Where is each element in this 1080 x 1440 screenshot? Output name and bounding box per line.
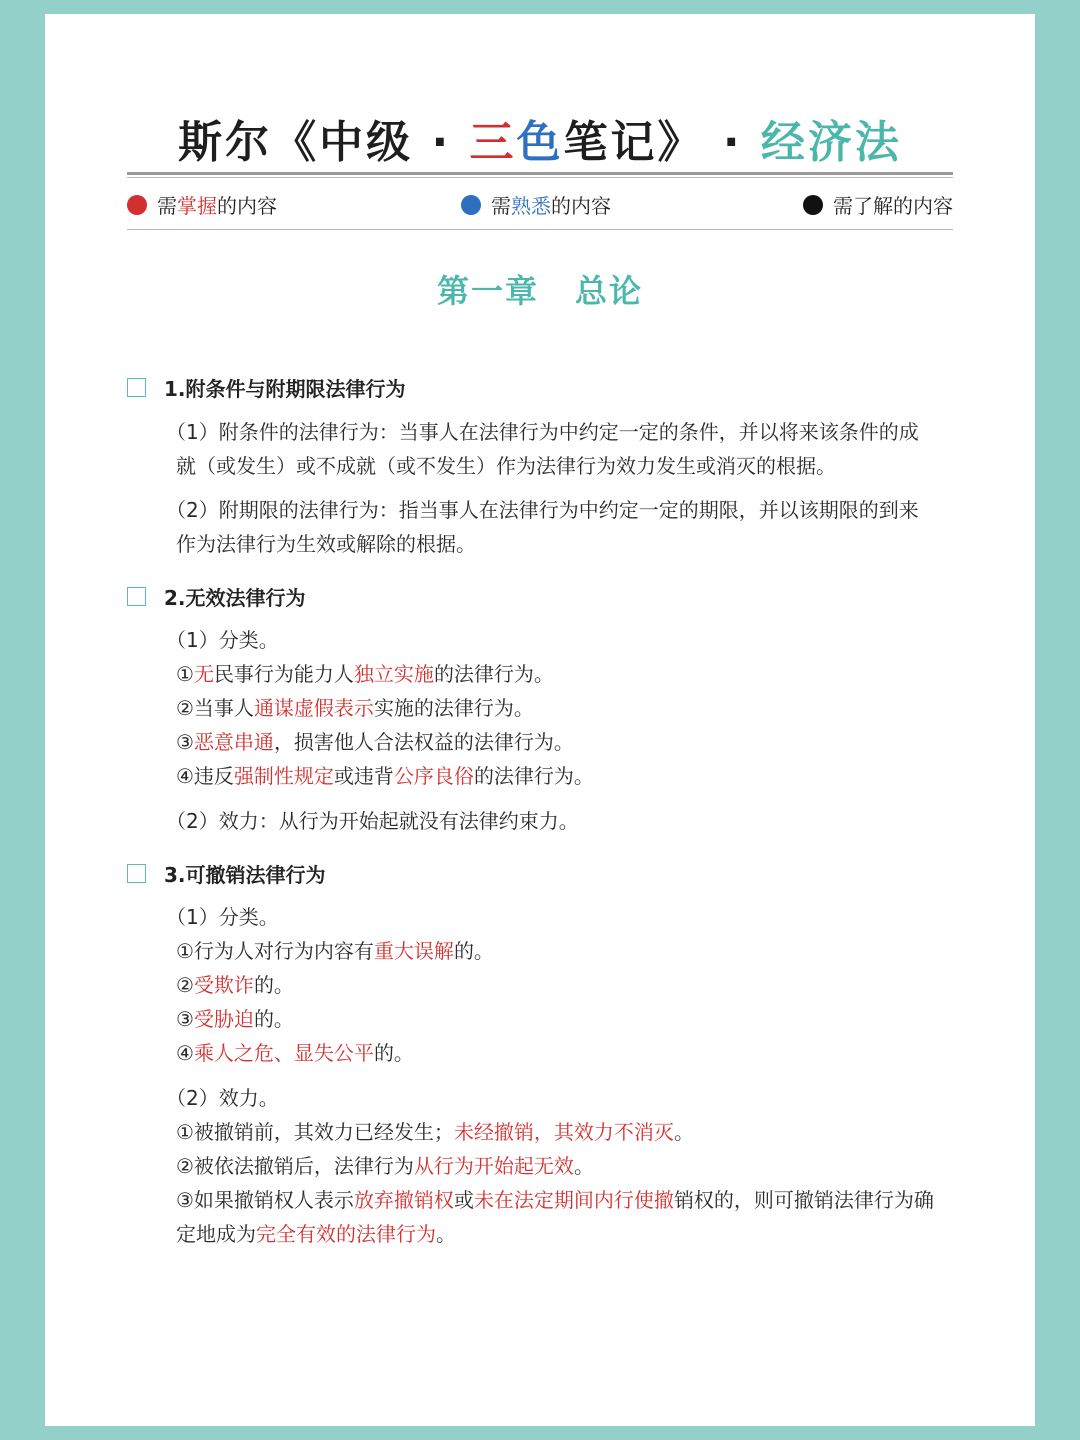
body-text: ③ xyxy=(176,1007,194,1031)
title-subject: 经济法 xyxy=(760,117,902,168)
red-dot-icon xyxy=(127,195,147,215)
body-text: （2）效力：从行为开始起就没有法律约束力。 xyxy=(166,809,579,833)
legend-text: 的内容 xyxy=(551,194,611,218)
legend-text: 需 xyxy=(833,194,853,218)
note-line xyxy=(166,808,579,834)
key-point-text: 无 xyxy=(193,662,214,686)
body-text: 就（或发生）或不成就（或不发生）作为法律行为效力发生或消灭的根据。 xyxy=(176,454,836,478)
key-point-text: 公序良俗 xyxy=(393,764,474,788)
body-text: 的。 xyxy=(373,1041,414,1065)
section-heading xyxy=(127,373,406,402)
note-line xyxy=(176,1040,414,1066)
note-line xyxy=(176,453,836,479)
color-legend xyxy=(127,190,953,220)
section-heading-text: 2.无效法律行为 xyxy=(164,586,306,610)
body-text: 。 xyxy=(436,1222,456,1246)
note-line xyxy=(176,1006,294,1032)
key-point-text: 通谋虚假表示 xyxy=(253,696,374,720)
key-point-text: 受欺诈 xyxy=(193,973,254,997)
body-text: （2）效力。 xyxy=(166,1086,279,1110)
key-point-text: 完全有效的法律行为 xyxy=(256,1222,436,1246)
body-text: ① xyxy=(176,662,194,686)
body-text: （1）分类。 xyxy=(166,905,279,929)
note-line xyxy=(166,904,279,930)
body-text: 定地成为 xyxy=(176,1222,256,1246)
body-text: ④ xyxy=(176,1041,194,1065)
title-prefix: 斯尔《中级 · xyxy=(178,117,470,168)
title-mid: 笔记》 · xyxy=(563,117,761,168)
body-text: 的。 xyxy=(253,973,294,997)
note-line xyxy=(176,661,554,687)
note-line xyxy=(176,763,594,789)
note-line xyxy=(176,1187,934,1213)
black-dot-icon xyxy=(803,195,823,215)
body-text: 民事行为能力人 xyxy=(213,662,354,686)
key-point-text: 从行为开始起无效 xyxy=(413,1154,574,1178)
body-text: ③ xyxy=(176,730,194,754)
key-point-text: 强制性规定 xyxy=(233,764,334,788)
body-text: 或 xyxy=(453,1188,474,1212)
body-text: 作为法律行为生效或解除的根据。 xyxy=(176,532,476,556)
legend-text: 需 xyxy=(491,194,511,218)
chapter-number: 第一章 xyxy=(436,272,539,310)
note-line xyxy=(176,1119,694,1145)
body-text: ② xyxy=(176,973,194,997)
key-point-text: 乘人之危、显失公平 xyxy=(193,1041,374,1065)
body-text: 的。 xyxy=(453,939,494,963)
note-line xyxy=(176,1153,594,1179)
note-line xyxy=(176,938,494,964)
section-heading-text: 1.附条件与附期限法律行为 xyxy=(164,377,406,401)
body-text: 。 xyxy=(573,1154,594,1178)
body-text: 或违背 xyxy=(333,764,394,788)
note-line xyxy=(166,1085,279,1111)
section-heading-text: 3.可撤销法律行为 xyxy=(164,863,326,887)
section-heading xyxy=(127,582,306,611)
body-text: ②被依法撤销后，法律行为 xyxy=(176,1154,414,1178)
checkbox-icon[interactable] xyxy=(127,587,146,606)
legend-text: 的内容 xyxy=(217,194,277,218)
body-text: （1）附条件的法律行为：当事人在法律行为中约定一定的条件，并以将来该条件的成 xyxy=(166,420,919,444)
body-text: 实施的法律行为。 xyxy=(373,696,534,720)
legend-item-familiar xyxy=(461,190,611,219)
section-heading xyxy=(127,859,326,888)
note-line xyxy=(176,531,476,557)
body-text: 的法律行为。 xyxy=(433,662,554,686)
key-point-text: 受胁迫 xyxy=(193,1007,254,1031)
note-line xyxy=(176,1221,456,1247)
chapter-title xyxy=(45,266,1035,312)
body-text: （2）附期限的法律行为：指当事人在法律行为中约定一定的期限，并以该期限的到来 xyxy=(166,498,919,522)
note-line xyxy=(166,627,279,653)
body-text: 。 xyxy=(673,1120,694,1144)
body-text: ③如果撤销权人表示 xyxy=(176,1188,354,1212)
blue-dot-icon xyxy=(461,195,481,215)
legend-highlight: 掌握 xyxy=(177,194,217,218)
title-divider xyxy=(127,172,953,178)
note-line xyxy=(176,972,294,998)
title-blue-char: 色 xyxy=(516,117,564,168)
legend-text: 需 xyxy=(157,194,177,218)
checkbox-icon[interactable] xyxy=(127,864,146,883)
body-text: ①被撤销前，其效力已经发生； xyxy=(176,1120,454,1144)
body-text: ，损害他人合法权益的法律行为。 xyxy=(273,730,574,754)
key-point-text: 独立实施 xyxy=(353,662,434,686)
body-text: ②当事人 xyxy=(176,696,254,720)
legend-item-master xyxy=(127,190,277,219)
legend-item-understand xyxy=(803,190,953,219)
legend-text: 了解的内容 xyxy=(853,194,953,218)
key-point-text: 重大误解 xyxy=(373,939,454,963)
chapter-name: 总论 xyxy=(575,272,644,310)
note-page xyxy=(45,14,1035,1426)
title-red-char: 三 xyxy=(469,117,517,168)
key-point-text: 放弃撤销权 xyxy=(353,1188,454,1212)
body-text: ①行为人对行为内容有 xyxy=(176,939,374,963)
legend-divider xyxy=(127,229,953,230)
key-point-text: 恶意串通 xyxy=(193,730,274,754)
note-line xyxy=(176,729,574,755)
body-text: ④违反 xyxy=(176,764,234,788)
note-line xyxy=(166,419,919,445)
checkbox-icon[interactable] xyxy=(127,378,146,397)
body-text: 的。 xyxy=(253,1007,294,1031)
key-point-text: 未经撤销，其效力不消灭 xyxy=(453,1120,674,1144)
body-text: 销权的，则可撤销法律行为确 xyxy=(673,1188,934,1212)
legend-highlight: 熟悉 xyxy=(511,194,551,218)
body-text: （1）分类。 xyxy=(166,628,279,652)
body-text: 的法律行为。 xyxy=(473,764,594,788)
page-title xyxy=(45,106,1035,170)
note-line xyxy=(176,695,534,721)
key-point-text: 未在法定期间内行使撤 xyxy=(473,1188,674,1212)
note-line xyxy=(166,497,919,523)
